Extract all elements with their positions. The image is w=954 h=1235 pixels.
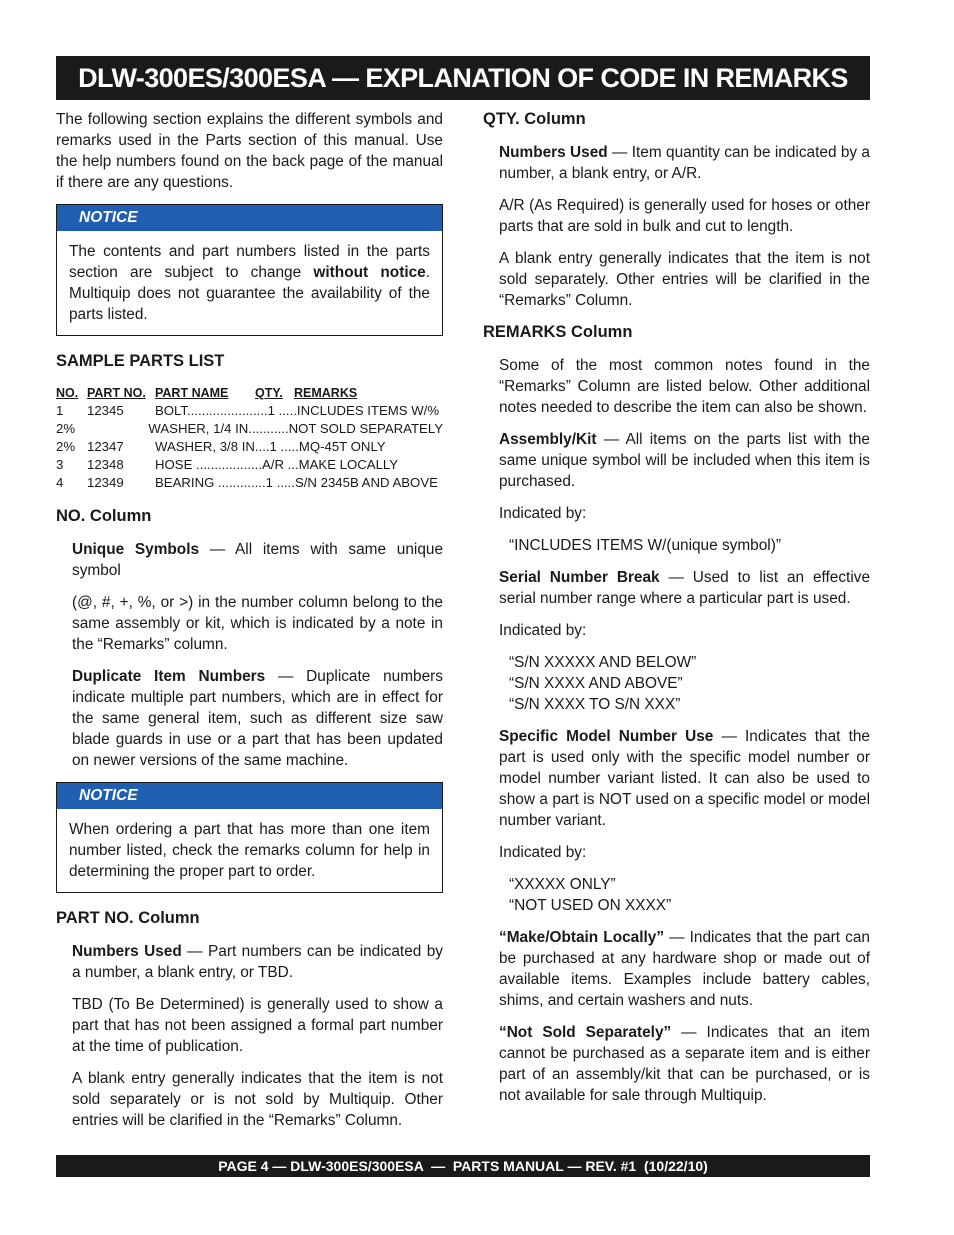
- serial-quote-block: [509, 652, 870, 715]
- part-numbers-used-paragraph: [72, 941, 443, 983]
- left-column: [56, 109, 443, 1142]
- serial-quote: “S/N XXXXX AND BELOW”: [509, 654, 697, 671]
- page-title: DLW-300ES/300ESA — EXPLANATION OF CODE IN REMARKS: [56, 56, 870, 100]
- notice-label: NOTICE: [57, 783, 442, 809]
- table-row: [56, 474, 443, 492]
- make-locally-paragraph: [499, 927, 870, 1011]
- table-row: [56, 456, 443, 474]
- col-header-qty: QTY.: [255, 386, 283, 400]
- model-quote: “NOT USED ON XXXX”: [509, 897, 672, 914]
- not-sold-separately-paragraph: [499, 1022, 870, 1106]
- row-part-no: 12347: [87, 439, 124, 454]
- col-header-part-no: PART NO.: [87, 386, 146, 400]
- duplicate-numbers-paragraph: [72, 666, 443, 771]
- part-no-column-heading: PART NO. Column: [56, 909, 200, 927]
- serial-quote: “S/N XXXX AND ABOVE”: [509, 675, 683, 692]
- table-row: [56, 402, 443, 420]
- intro-paragraph: The following section explains the different symbols and remarks used in the Parts section of this manual. Use the help numbers found on the back page of the manual if there are any questions.: [56, 111, 443, 191]
- blank-entry-paragraph: A blank entry generally indicates that the item is not sold separately or is not sold by Multiquip. Other entries will be clarified in the “Remarks” Column.: [72, 1070, 443, 1129]
- row-detail: HOSE ..................A/R ...MAKE LOCALLY: [155, 457, 399, 472]
- row-part-no: 12348: [87, 457, 124, 472]
- notice-box: [56, 204, 443, 336]
- row-no: 2%: [56, 421, 76, 436]
- row-detail: WASHER, 1/4 IN...........NOT SOLD SEPARATELY: [148, 421, 443, 436]
- model-use-paragraph: [499, 726, 870, 831]
- row-part-no: [85, 420, 148, 438]
- col-header-no: NO.: [56, 386, 79, 400]
- row-no: 3: [56, 457, 64, 472]
- notice-box: [56, 782, 443, 893]
- table-row: [56, 438, 443, 456]
- notice-text-bold: without notice: [313, 264, 426, 281]
- row-part-no: 12345: [87, 403, 124, 418]
- make-locally-text: — Indicates that the part can be purchased at any hardware shop or made out of available items. Examples include battery cables, shims, and certain washers and nuts.: [499, 929, 870, 1009]
- indicated-by-label: Indicated by:: [499, 505, 587, 522]
- row-detail: BOLT......................1 .....INCLUDES ITEMS W/%: [155, 403, 440, 418]
- duplicate-numbers-text: — Duplicate numbers indicate multiple part numbers, which are in effect for the same general item, such as different size saw blade guards in use or a part that has been updated on newer versions of the same machine.: [72, 668, 443, 769]
- sample-parts-list: [56, 384, 443, 492]
- right-column: [483, 109, 870, 1117]
- page-footer: PAGE 4 — DLW-300ES/300ESA — PARTS MANUAL — REV. #1 (10/22/10): [56, 1155, 870, 1177]
- qty-numbers-used-paragraph: [499, 142, 870, 184]
- serial-break-term: Serial Number Break: [499, 569, 660, 586]
- duplicate-numbers-term: Duplicate Item Numbers: [72, 668, 266, 685]
- model-quote-block: [509, 874, 870, 916]
- numbers-used-term: Numbers Used: [499, 144, 608, 161]
- assembly-kit-paragraph: [499, 429, 870, 492]
- ar-paragraph: A/R (As Required) is generally used for hoses or other parts that are sold in bulk and cut to length.: [499, 197, 870, 235]
- not-sold-term: “Not Sold Separately”: [499, 1024, 672, 1041]
- assembly-kit-term: Assembly/Kit: [499, 431, 597, 448]
- row-no: 1: [56, 403, 64, 418]
- table-row: [56, 420, 443, 438]
- notice-label: NOTICE: [57, 205, 442, 231]
- indicated-by-label: Indicated by:: [499, 622, 587, 639]
- notice-text-part: . Multiquip does not guarantee the availability of the parts listed.: [69, 264, 430, 323]
- assembly-quote-block: [509, 535, 870, 556]
- unique-symbols-paragraph: [72, 539, 443, 581]
- sample-list-header: [56, 384, 443, 402]
- qty-column-heading: QTY. Column: [483, 110, 586, 128]
- remarks-intro-paragraph: Some of the most common notes found in the “Remarks” Column are listed below. Other additional notes needed to describe the item can also be shown.: [499, 357, 870, 416]
- numbers-used-term: Numbers Used: [72, 943, 182, 960]
- notice-text: [57, 231, 442, 335]
- no-column-heading: NO. Column: [56, 507, 152, 525]
- not-sold-text: — Indicates that an item cannot be purchased as a separate item and is either part of an assembly/kit that can be purchased, or is not available for sale through Multiquip.: [499, 1024, 870, 1104]
- make-locally-term: “Make/Obtain Locally”: [499, 929, 665, 946]
- assembly-kit-text: — All items on the parts list with the same unique symbol will be included when this item is purchased.: [499, 431, 870, 490]
- remarks-column-heading: REMARKS Column: [483, 323, 633, 341]
- assembly-quote: “INCLUDES ITEMS W/(unique symbol)”: [509, 537, 781, 554]
- notice-text: When ordering a part that has more than one item number listed, check the remarks column for help in determining the proper part to order.: [69, 821, 430, 880]
- notice-text-part: The contents and part numbers listed in the parts section are subject to change: [69, 243, 430, 281]
- unique-symbols-term: Unique Symbols: [72, 541, 200, 558]
- qty-blank-paragraph: A blank entry generally indicates that the item is not sold separately. Other entries will be clarified in the “Remarks” Column.: [499, 250, 870, 309]
- model-use-term: Specific Model Number Use: [499, 728, 714, 745]
- row-part-no: 12349: [87, 475, 124, 490]
- row-no: 4: [56, 475, 64, 490]
- model-use-text: — Indicates that the part is used only with the specific model number or model number variant listed. It can also be used to show a part is NOT used on a specific model or model number variant.: [499, 728, 870, 829]
- model-quote: “XXXXX ONLY”: [509, 876, 616, 893]
- serial-break-paragraph: [499, 567, 870, 609]
- serial-quote: “S/N XXXX TO S/N XXX”: [509, 696, 681, 713]
- symbols-paragraph: (@, #, +, %, or >) in the number column belong to the same assembly or kit, which is indicated by a note in the “Remarks” column.: [72, 594, 443, 653]
- tbd-paragraph: TBD (To Be Determined) is generally used to show a part that has not been assigned a formal part number at the time of publication.: [72, 996, 443, 1055]
- numbers-used-text: — Part numbers can be indicated by a number, a blank entry, or TBD.: [72, 943, 443, 981]
- serial-break-text: — Used to list an effective serial number range where a particular part is used.: [499, 569, 871, 607]
- row-detail: WASHER, 3/8 IN....1 .....MQ-45T ONLY: [155, 439, 386, 454]
- indicated-by-label: Indicated by:: [499, 844, 587, 861]
- col-header-remarks: REMARKS: [294, 386, 358, 400]
- sample-parts-heading: SAMPLE PARTS LIST: [56, 352, 225, 370]
- row-no: 2%: [56, 439, 76, 454]
- row-detail: BEARING .............1 .....S/N 2345B AND ABOVE: [155, 475, 438, 490]
- numbers-used-text: — Item quantity can be indicated by a number, a blank entry, or A/R.: [499, 144, 870, 182]
- unique-symbols-text: — All items with same unique symbol: [72, 541, 444, 579]
- col-header-part-name: PART NAME: [155, 386, 229, 400]
